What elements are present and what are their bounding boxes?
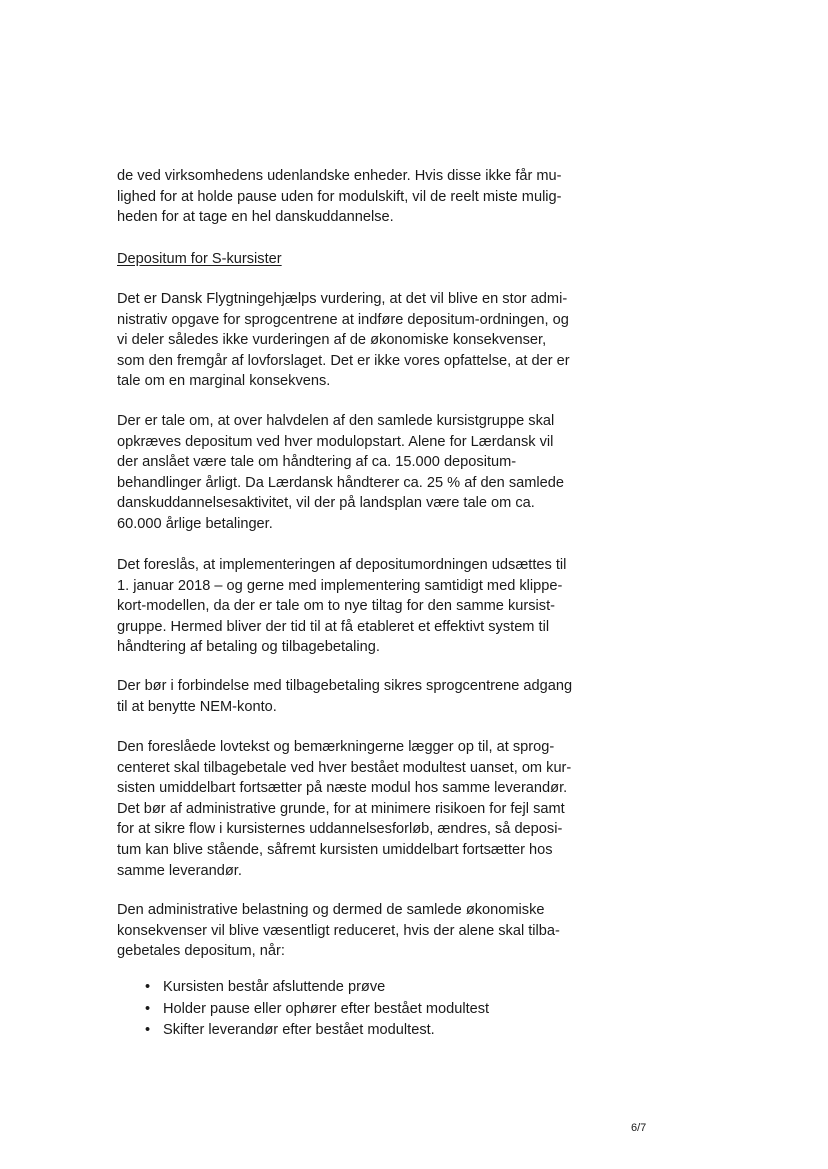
text-line: lighed for at holde pause uden for modulskift, vil de reelt miste mulig- xyxy=(117,188,562,205)
bullet-icon: • xyxy=(145,1022,151,1038)
text-line: behandlinger årligt. Da Lærdansk håndterer ca. 25 % af den samlede xyxy=(117,474,565,491)
list-item xyxy=(145,977,489,999)
text-line: 60.000 årlige betalinger. xyxy=(117,515,273,532)
text-line: Det bør af administrative grunde, for at minimere risikoen for fejl samt xyxy=(117,800,565,817)
bullet-list xyxy=(145,977,489,1042)
text-line: nistrativ opgave for sprogcentrene at indføre depositum-ordningen, og xyxy=(117,311,569,328)
text-line: samme leverandør. xyxy=(117,862,242,879)
text-line: håndtering af betaling og tilbagebetaling. xyxy=(117,639,380,656)
bullet-icon: • xyxy=(145,1000,151,1017)
text-line: tale om en marginal konsekvens. xyxy=(117,373,331,390)
text-line: Der er tale om, at over halvdelen af den samlede kursistgruppe skal xyxy=(117,413,555,429)
list-item-text: Skifter leverandør efter bestået modultest. xyxy=(163,1022,435,1038)
list-item-text: Kursisten består afsluttende prøve xyxy=(163,979,386,995)
text-line: som den fremgår af lovforslaget. Det er ikke vores opfattelse, at der er xyxy=(117,352,570,369)
page-number: 6/7 xyxy=(631,1122,647,1134)
paragraph-administrative-task xyxy=(117,289,599,392)
paragraph-repayment xyxy=(117,737,599,881)
text-line: centeret skal tilbagebetale ved hver bestået modultest uanset, om kur- xyxy=(117,759,572,776)
text-line: 1. januar 2018 – og gerne med implementering samtidigt med klippe- xyxy=(117,577,563,594)
text-line: Der bør i forbindelse med tilbagebetaling sikres sprogcentrene adgang xyxy=(117,678,573,694)
list-item xyxy=(145,1020,489,1042)
text-line: tum kan blive stående, såfremt kursisten umiddelbart fortsætter hos xyxy=(117,841,553,858)
text-line: Det foreslås, at implementeringen af depositumordningen udsættes til xyxy=(117,557,567,573)
paragraph-deposit-volume xyxy=(117,411,599,535)
text-line: til at benytte NEM-konto. xyxy=(117,698,277,715)
text-line: Den administrative belastning og dermed de samlede økonomiske xyxy=(117,902,545,918)
text-line: Den foreslåede lovtekst og bemærkningerne lægger op til, at sprog- xyxy=(117,739,555,755)
text-line: heden for at tage en hel danskuddannelse. xyxy=(117,209,394,226)
text-line: der anslået være tale om håndtering af ca. 15.000 depositum- xyxy=(117,454,517,471)
text-line: for at sikre flow i kursisternes uddannelsesforløb, ændres, så deposi- xyxy=(117,821,563,838)
text-line: danskuddannelsesaktivitet, vil der på landsplan være tale om ca. xyxy=(117,495,535,512)
bullet-icon: • xyxy=(145,979,151,995)
text-line: opkræves depositum ved hver modulopstart. Alene for Lærdansk vil xyxy=(117,433,554,450)
text-line: gebetales depositum, når: xyxy=(117,943,285,960)
text-line: kort-modellen, da der er tale om to nye tiltag for den samme kursist- xyxy=(117,598,555,615)
text-line: Det er Dansk Flygtningehjælps vurdering, at det vil blive en stor admi- xyxy=(117,291,568,307)
intro-paragraph xyxy=(117,166,599,228)
text-line: gruppe. Hermed bliver der tid til at få etableret et effektivt system til xyxy=(117,618,550,635)
section-heading: Depositum for S-kursister xyxy=(117,251,282,267)
text-line: konsekvenser vil blive væsentligt reduceret, hvis der alene skal tilba- xyxy=(117,922,560,939)
text-line: vi deler således ikke vurderingen af de økonomiske konsekvenser, xyxy=(117,332,547,349)
paragraph-conditions xyxy=(117,900,599,962)
paragraph-postponement xyxy=(117,555,599,658)
list-item-text: Holder pause eller ophører efter bestået modultest xyxy=(163,1000,490,1017)
paragraph-nem-konto xyxy=(117,676,599,717)
list-item xyxy=(145,999,489,1021)
text-line: sisten umiddelbart fortsætter på næste modul hos samme leverandør. xyxy=(117,780,568,797)
text-line: de ved virksomhedens udenlandske enheder. Hvis disse ikke får mu- xyxy=(117,168,562,184)
